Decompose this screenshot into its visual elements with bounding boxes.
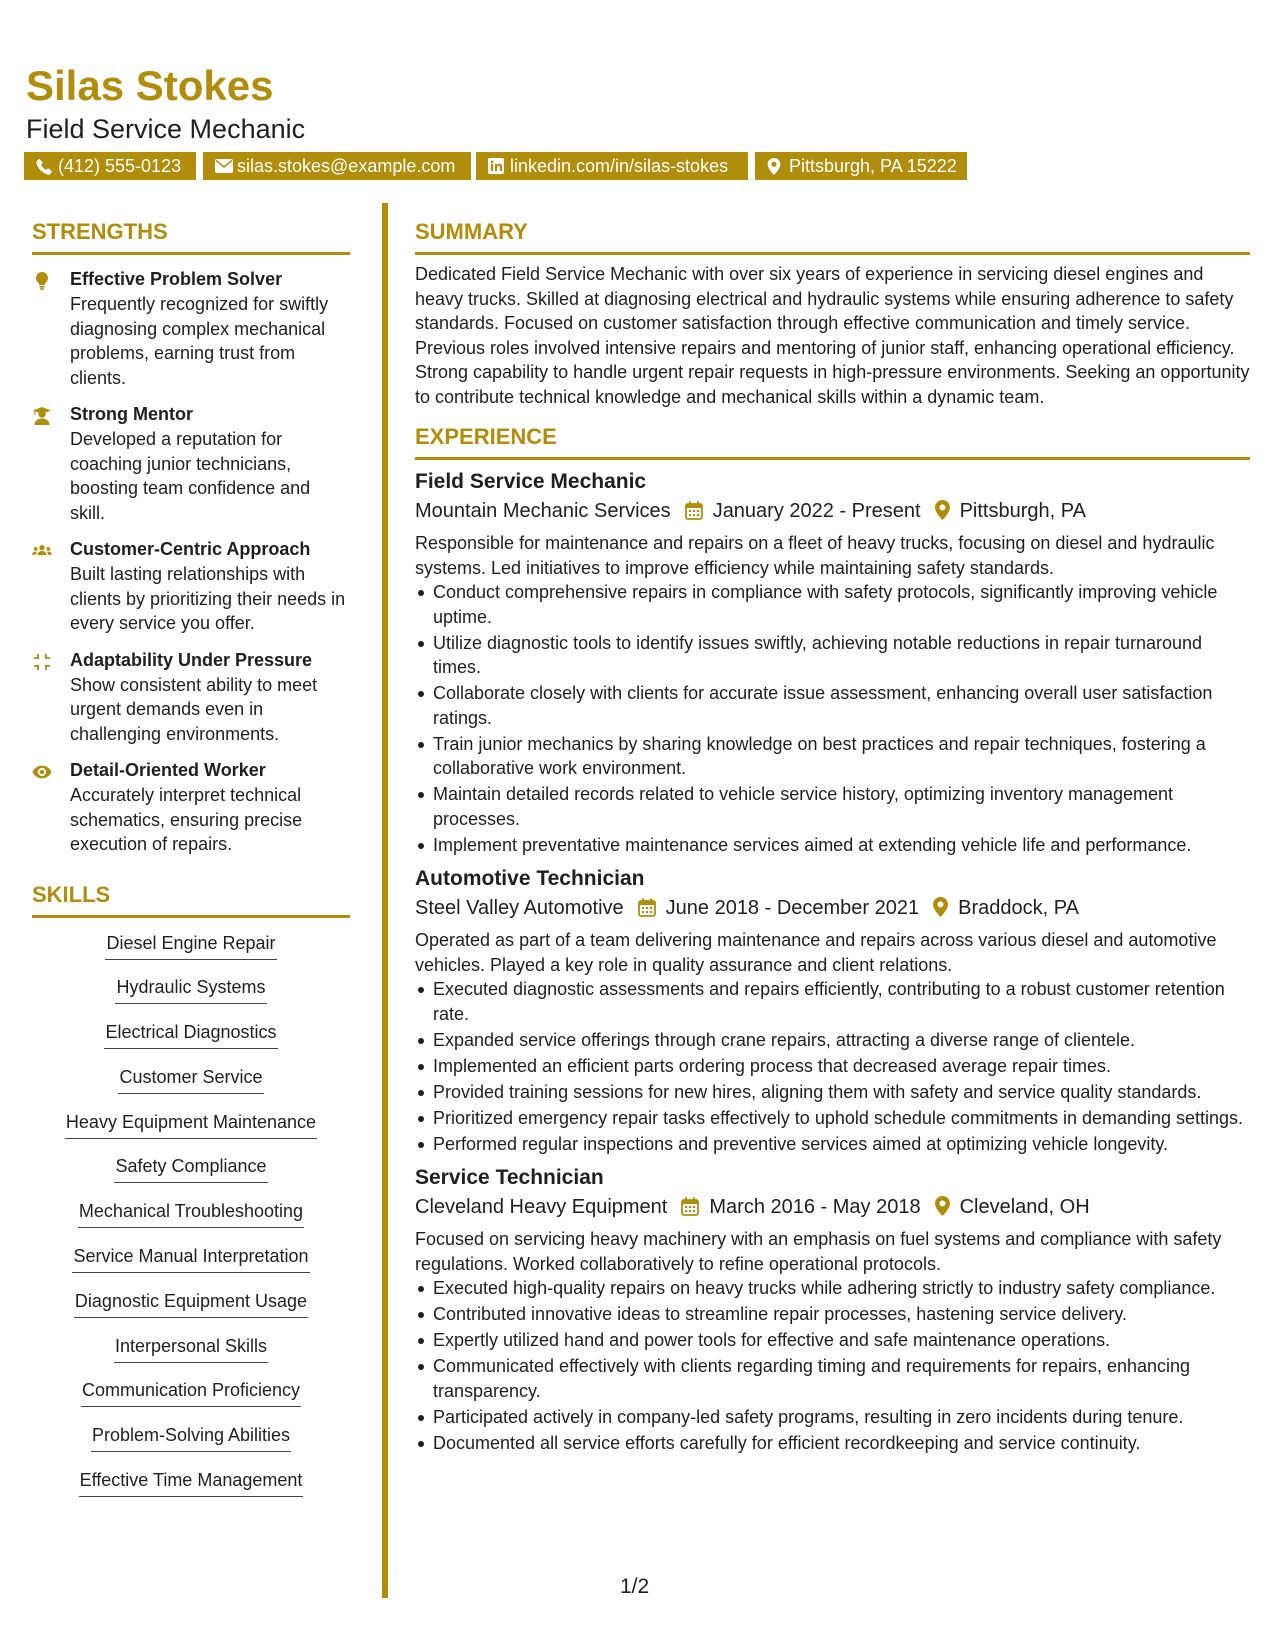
job-bullet: Executed high-quality repairs on heavy trucks while adhering strictly to industry safety compliance. (433, 1276, 1250, 1301)
job-bullet: Performed regular inspections and preventive services aimed at optimizing vehicle longevity. (433, 1132, 1250, 1157)
skill-item: Communication Proficiency (81, 1379, 301, 1407)
job-meta (415, 1192, 1250, 1222)
job-description: Operated as part of a team delivering maintenance and repairs across various diesel and automotive vehicles. Played a key role in quality assurance and client relations. (415, 930, 1217, 975)
job-meta (415, 893, 1250, 923)
strength-title: Adaptability Under Pressure (70, 649, 313, 670)
resume-header (26, 60, 1256, 176)
compress-arrows-icon (32, 652, 52, 672)
job-bullets (415, 977, 1250, 1156)
summary-heading: SUMMARY (415, 219, 528, 244)
right-column (415, 218, 1250, 1457)
strength-desc: Frequently recognized for swiftly diagnosing complex mechanical problems, earning trust from clients. (70, 294, 329, 388)
strengths-rule (32, 252, 350, 255)
job-dates: June 2018 - December 2021 (665, 897, 920, 919)
contact-location-text: Pittsburgh, PA 15222 (789, 156, 957, 176)
job-bullet: Contributed innovative ideas to streamline repair processes, hastening service delivery. (433, 1302, 1250, 1327)
location-pin-icon (767, 158, 781, 175)
job-bullet: Provided training sessions for new hires, aligning them with safety and service quality standards. (433, 1080, 1250, 1105)
job-location: Cleveland, OH (959, 1196, 1090, 1218)
strength-title: Strong Mentor (70, 404, 193, 424)
contact-email-text: silas.stokes@example.com (237, 156, 456, 176)
contact-linkedin[interactable] (476, 152, 748, 180)
job-location: Braddock, PA (958, 897, 1079, 919)
location-pin-icon (935, 500, 950, 520)
left-column (32, 218, 350, 1514)
job-meta (415, 496, 1250, 526)
job-bullet: Communicated effectively with clients regarding timing and requirements for repairs, enhancing transparency. (433, 1354, 1250, 1403)
users-icon (32, 541, 52, 561)
skill-item: Effective Time Management (79, 1469, 304, 1497)
skill-item: Mechanical Troubleshooting (78, 1200, 304, 1228)
candidate-name: Silas Stokes (26, 62, 274, 109)
contact-phone-text: (412) 555-0123 (58, 156, 182, 176)
job-company: Mountain Mechanic Services (415, 500, 671, 522)
job-bullet: Maintain detailed records related to vehicle service history, optimizing inventory management processes. (433, 782, 1250, 831)
skill-item: Heavy Equipment Maintenance (65, 1111, 317, 1139)
strength-desc: Accurately interpret technical schematics, ensuring precise execution of repairs. (70, 785, 303, 854)
contact-email[interactable] (203, 152, 471, 180)
job-bullet: Expanded service offerings through crane repairs, attracting a diverse range of clientele. (433, 1028, 1250, 1053)
eye-icon (32, 762, 52, 782)
summary-text: Dedicated Field Service Mechanic with over six years of experience in servicing diesel engines and heavy trucks. Skilled at diagnosing electrical and hydraulic systems while ensuring adherence to safety standards. Focused on customer satisfaction through effective communication and timely service. Previous roles involved intensive repairs and mentoring of junior staff, enhancing operational efficiency. Strong capability to handle urgent repair requests in high-pressure environments. Seeking an opportunity to contribute technical knowledge and mechanical skills within a dynamic team. (415, 264, 1250, 407)
job-bullet: Conduct comprehensive repairs in compliance with safety protocols, significantly improving vehicle uptime. (433, 580, 1250, 629)
experience-rule (415, 457, 1250, 460)
phone-icon (36, 158, 53, 175)
strength-desc: Built lasting relationships with clients by prioritizing their needs in every service you offer. (70, 564, 346, 633)
contact-location[interactable] (755, 152, 967, 180)
job-bullet: Implemented an efficient parts ordering process that decreased average repair times. (433, 1054, 1250, 1079)
skill-item: Electrical Diagnostics (104, 1021, 277, 1049)
skill-item: Service Manual Interpretation (72, 1245, 309, 1273)
lightbulb-icon (32, 271, 52, 291)
skill-item: Customer Service (118, 1066, 263, 1094)
skills-rule (32, 915, 350, 918)
job-bullet: Utilize diagnostic tools to identify issues swiftly, achieving notable reductions in repair turnaround times. (433, 631, 1250, 680)
job-bullet: Executed diagnostic assessments and repairs efficiently, contributing to a robust customer retention rate. (433, 977, 1250, 1026)
skills-section (32, 881, 350, 1514)
calendar-icon (638, 898, 656, 917)
location-pin-icon (935, 1196, 950, 1216)
job-title: Field Service Mechanic (415, 470, 647, 493)
summary-rule (415, 252, 1250, 255)
job-bullets (415, 580, 1250, 857)
strengths-section (32, 218, 350, 857)
strength-desc: Developed a reputation for coaching junior technicians, boosting team confidence and skill. (70, 429, 311, 523)
strength-item (32, 402, 350, 525)
contact-linkedin-text: linkedin.com/in/silas-stokes (510, 156, 729, 176)
contact-phone[interactable] (24, 152, 196, 180)
skill-item: Safety Compliance (114, 1155, 267, 1183)
linkedin-icon (488, 158, 504, 174)
skills-list (32, 932, 350, 1514)
strengths-heading: STRENGTHS (32, 219, 168, 244)
job-bullet: Collaborate closely with clients for accurate issue assessment, enhancing overall user satisfaction ratings. (433, 681, 1250, 730)
envelope-icon (215, 158, 233, 174)
job-bullet: Train junior mechanics by sharing knowledge on best practices and repair techniques, fostering a collaborative work environment. (433, 732, 1250, 781)
job-bullets (415, 1276, 1250, 1455)
job-bullet: Implement preventative maintenance services aimed at extending vehicle life and performance. (433, 833, 1250, 858)
skill-item: Hydraulic Systems (115, 976, 266, 1004)
job-entry (415, 1164, 1250, 1455)
strength-item (32, 648, 350, 747)
page-number: 1/2 (620, 1575, 650, 1598)
job-description: Focused on servicing heavy machinery with an emphasis on fuel systems and compliance with safety regulations. Worked collaboratively to refine operational protocols. (415, 1229, 1222, 1274)
job-dates: March 2016 - May 2018 (709, 1196, 921, 1218)
job-bullet: Participated actively in company-led safety programs, resulting in zero incidents during tenure. (433, 1405, 1250, 1430)
strength-item (32, 758, 350, 857)
column-divider (382, 203, 388, 1598)
strength-title: Customer-Centric Approach (70, 539, 311, 559)
job-bullet: Expertly utilized hand and power tools for effective and safe maintenance operations. (433, 1328, 1250, 1353)
strength-item (32, 537, 350, 636)
experience-section (415, 423, 1250, 1455)
skill-item: Diesel Engine Repair (105, 932, 276, 960)
location-pin-icon (933, 897, 948, 917)
job-bullet: Documented all service efforts carefully for efficient recordkeeping and service continuity. (433, 1431, 1250, 1456)
strength-desc: Show consistent ability to meet urgent demands even in challenging environments. (70, 674, 318, 744)
job-location: Pittsburgh, PA (959, 500, 1086, 522)
job-company: Steel Valley Automotive (415, 897, 624, 919)
skill-item: Problem-Solving Abilities (91, 1424, 291, 1452)
summary-section (415, 218, 1250, 409)
strength-title: Effective Problem Solver (70, 269, 283, 289)
strength-title: Detail-Oriented Worker (70, 760, 266, 780)
job-dates: January 2022 - Present (712, 500, 921, 522)
strength-item (32, 267, 350, 390)
skills-heading: SKILLS (32, 881, 111, 907)
graduate-icon (32, 406, 52, 426)
calendar-icon (681, 1197, 699, 1216)
job-title: Service Technician (415, 1166, 604, 1189)
job-bullet: Prioritized emergency repair tasks effectively to uphold schedule commitments in demanding settings. (433, 1106, 1250, 1131)
job-entry (415, 468, 1250, 857)
skill-item: Interpersonal Skills (114, 1335, 268, 1363)
candidate-title: Field Service Mechanic (26, 114, 306, 144)
job-company: Cleveland Heavy Equipment (415, 1196, 668, 1218)
calendar-icon (685, 501, 703, 520)
job-entry (415, 865, 1250, 1156)
job-title: Automotive Technician (415, 867, 645, 890)
experience-heading: EXPERIENCE (415, 424, 557, 449)
skill-item: Diagnostic Equipment Usage (74, 1290, 308, 1318)
job-description: Responsible for maintenance and repairs on a fleet of heavy trucks, focusing on diesel and hydraulic systems. Led initiatives to improve efficiency while maintaining safety standards. (415, 533, 1215, 578)
